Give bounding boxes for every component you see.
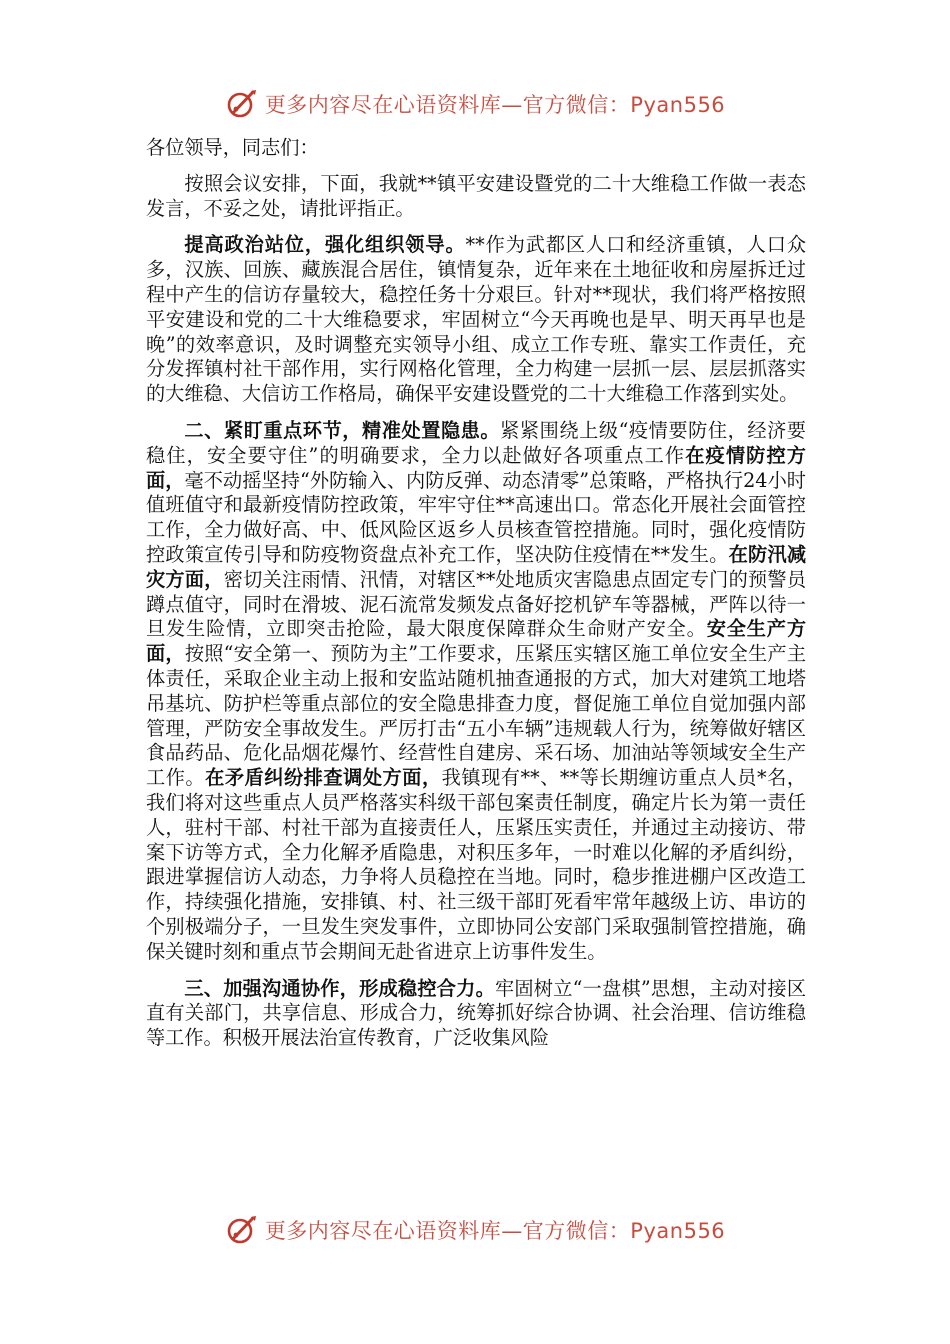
intro-paragraph: 按照会议安排，下面，我就**镇平安建设暨党的二十大维稳工作做一表态发言，不妥之处，请批评指正。	[146, 171, 806, 220]
document-body	[146, 136, 806, 1051]
watermark-text: 更多内容尽在心语资料库—官方微信：Pyan556	[264, 1219, 726, 1243]
dispute-heading: 在矛盾纠纷排查调处方面，	[205, 766, 442, 790]
section-1-heading: 提高政治站位，强化组织领导。	[184, 233, 466, 257]
section-3-body: 牢固树立“一盘棋”思想，主动对接区直有关部门，共享信息、形成合力，统筹抓好综合协调、社会治理、信访维稳等工作。积极开展法治宣传教育，广泛收集风险	[146, 976, 807, 1050]
section-2-heading: 二、紧盯重点环节，精准处置隐患。	[184, 418, 501, 442]
section-3-paragraph	[146, 977, 806, 1051]
dispute-body: 我镇现有**、**等长期缠访重点人员*名，我们将对这些重点人员严格落实科级干部包案责任制度，确定片长为第一责任人，驻村干部、村社干部为直接责任人，压紧压实责任，并通过主动接访、带案下访等方式，全力化解矛盾隐患，对积压多年，一时难以化解的矛盾纠纷，跟进掌握信访人动态，力争将人员稳控在当地。同时，稳步推进棚户区改造工作，持续强化措施，安排镇、村、社三级干部盯死看牢常年越级上访、串访的个别极端分子，一旦发生突发事件，立即协同公安部门采取强制管控措施，确保关键时刻和重点节会期间无赴省进京上访事件发生。	[146, 766, 807, 963]
safety-body: 按照“安全第一、预防为主”工作要求，压紧压实辖区施工单位安全生产主体责任，采取企业主动上报和安监站随机抽查通报的方式，加大对建筑工地塔吊基坑、防护栏等重点部位的安全隐患排查力度，督促施工单位自觉加强内部管理，严防安全事故发生。严厉打击“五小车辆”违规载人行为，统筹做好辖区食品药品、危化品烟花爆竹、经营性自建房、采石场、加油站等领域安全生产工作。	[146, 642, 807, 790]
epidemic-heading: 在疫情防控方面，	[146, 443, 806, 492]
section-1-body: **作为武都区人口和经济重镇，人口众多，汉族、回族、藏族混合居住，镇情复杂，近年来在土地征收和房屋拆迁过程中产生的信访存量较大，稳控任务十分艰巨。针对**现状，我们将严格按照平安建设和党的二十大维稳要求，牢固树立“今天再晚也是早、明天再早也是晚”的效率意识，及时调整充实领导小组、成立工作专班、靠实工作责任，充分发挥镇村社干部作用，实行网格化管理，全力构建一层抓一层、层层抓落实的大维稳、大信访工作格局，确保平安建设暨党的二十大维稳工作落到实处。	[146, 233, 807, 406]
flood-body: 密切关注雨情、汛情，对辖区**处地质灾害隐患点固定专门的预警员蹲点值守，同时在滑坡、泥石流常发频发点备好挖机铲车等器械，严阵以待一旦发生险情，立即突击抢险，最大限度保障群众生命财产安全。	[146, 567, 807, 641]
section-2-paragraph	[146, 419, 806, 965]
watermark-text: 更多内容尽在心语资料库—官方微信：Pyan556	[264, 93, 726, 117]
safety-heading: 安全生产方面，	[146, 617, 807, 666]
flood-heading: 在防汛减灾方面，	[146, 542, 807, 591]
salutation: 各位领导，同志们：	[146, 136, 319, 159]
brush-logo-icon	[225, 88, 259, 120]
section-2-lead: 紧紧围绕上级“疫情要防住，经济要稳住，安全要守住”的明确要求，全力以赴做好各项重点工作	[146, 418, 806, 467]
epidemic-body: 毫不动摇坚持“外防输入、内防反弹、动态清零”总策略，严格执行24小时值班值守和最新疫情防控政策，牢牢守住**高速出口。常态化开展社会面管控工作，全力做好高、中、低风险区返乡人员核查管控措施。同时，强化疫情防控政策宣传引导和防疫物资盘点补充工作，坚决防住疫情在**发生。	[146, 468, 806, 566]
brush-logo-icon	[225, 1214, 259, 1246]
section-3-heading: 三、加强沟通协作，形成稳控合力。	[184, 976, 495, 1000]
watermark-footer	[0, 1210, 950, 1250]
section-1-paragraph	[146, 233, 806, 407]
watermark-header	[0, 84, 950, 124]
